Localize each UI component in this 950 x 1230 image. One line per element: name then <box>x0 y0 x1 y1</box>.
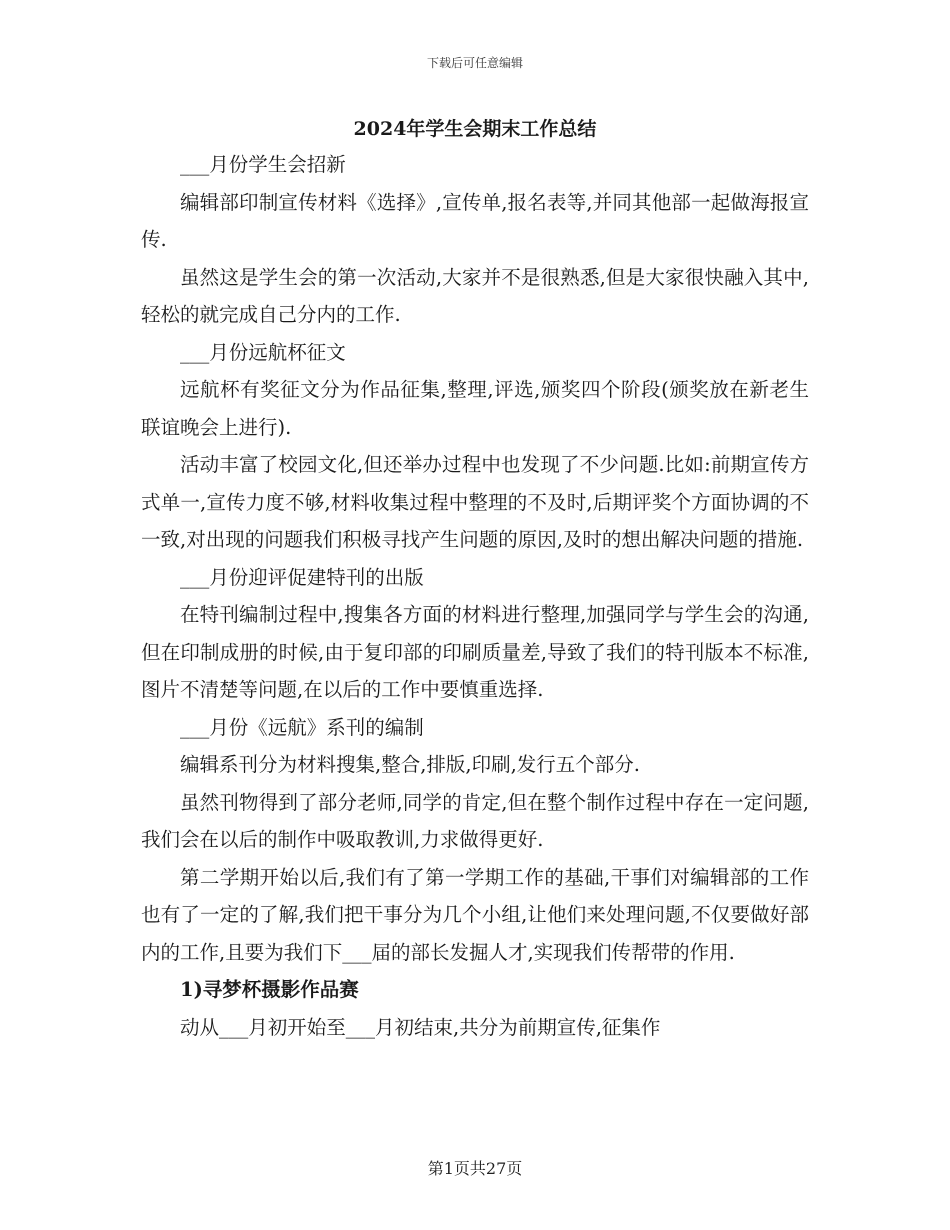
paragraph: 编辑部印制宣传材料《选择》,宣传单,报名表等,并同其他部一起做海报宣传. <box>141 190 809 251</box>
subsection-heading: 1)寻梦杯摄影作品赛 <box>180 978 359 1001</box>
paragraph: 虽然刊物得到了部分老师,同学的肯定,但在整个制作过程中存在一定问题,我们会在以后的制作中吸取教训,力求做得更好. <box>141 790 809 851</box>
section-heading: ___月份学生会招新 <box>180 153 346 176</box>
section-heading: ___月份远航杯征文 <box>180 340 346 364</box>
section-heading: ___月份迎评促建特刊的出版 <box>180 565 424 589</box>
page-number: 第1页共27页 <box>427 1159 523 1178</box>
paragraph: 远航杯有奖征文分为作品征集,整理,评选,颁奖四个阶段(颁奖放在新老生联谊晚会上进行). <box>141 378 809 439</box>
paragraph: 虽然这是学生会的第一次活动,大家并不是很熟悉,但是大家很快融入其中,轻松的就完成自己分内的工作. <box>141 265 809 326</box>
header-note: 下载后可任意编辑 <box>426 56 523 70</box>
section-heading: ___月份《远航》系刊的编制 <box>180 715 424 739</box>
paragraph: 活动丰富了校园文化,但还举办过程中也发现了不少问题.比如:前期宣传方式单一,宣传力度不够,材料收集过程中整理的不及时,后期评奖个方面协调的不一致,对出现的问题我们积极寻找产生问题的原因,及时的想出解决问题的措施. <box>141 453 809 551</box>
document-body <box>141 146 809 1046</box>
paragraph: 第二学期开始以后,我们有了第一学期工作的基础,干事们对编辑部的工作也有了一定的了解,我们把干事分为几个小组,让他们来处理问题,不仅要做好部内的工作,且要为我们下___届的部长发掘人才,实现我们传帮带的作用. <box>141 865 809 964</box>
paragraph: 动从___月初开始至___月初结束,共分为前期宣传,征集作 <box>180 1015 661 1039</box>
paragraph: 在特刊编制过程中,搜集各方面的材料进行整理,加强同学与学生会的沟通,但在印制成册的时候,由于复印部的印刷质量差,导致了我们的特刊版本不标准,图片不清楚等问题,在以后的工作中要慎重选择. <box>141 603 809 701</box>
document-title: 2024年学生会期末工作总结 <box>353 118 597 140</box>
paragraph: 编辑系刊分为材料搜集,整合,排版,印刷,发行五个部分. <box>180 753 640 776</box>
